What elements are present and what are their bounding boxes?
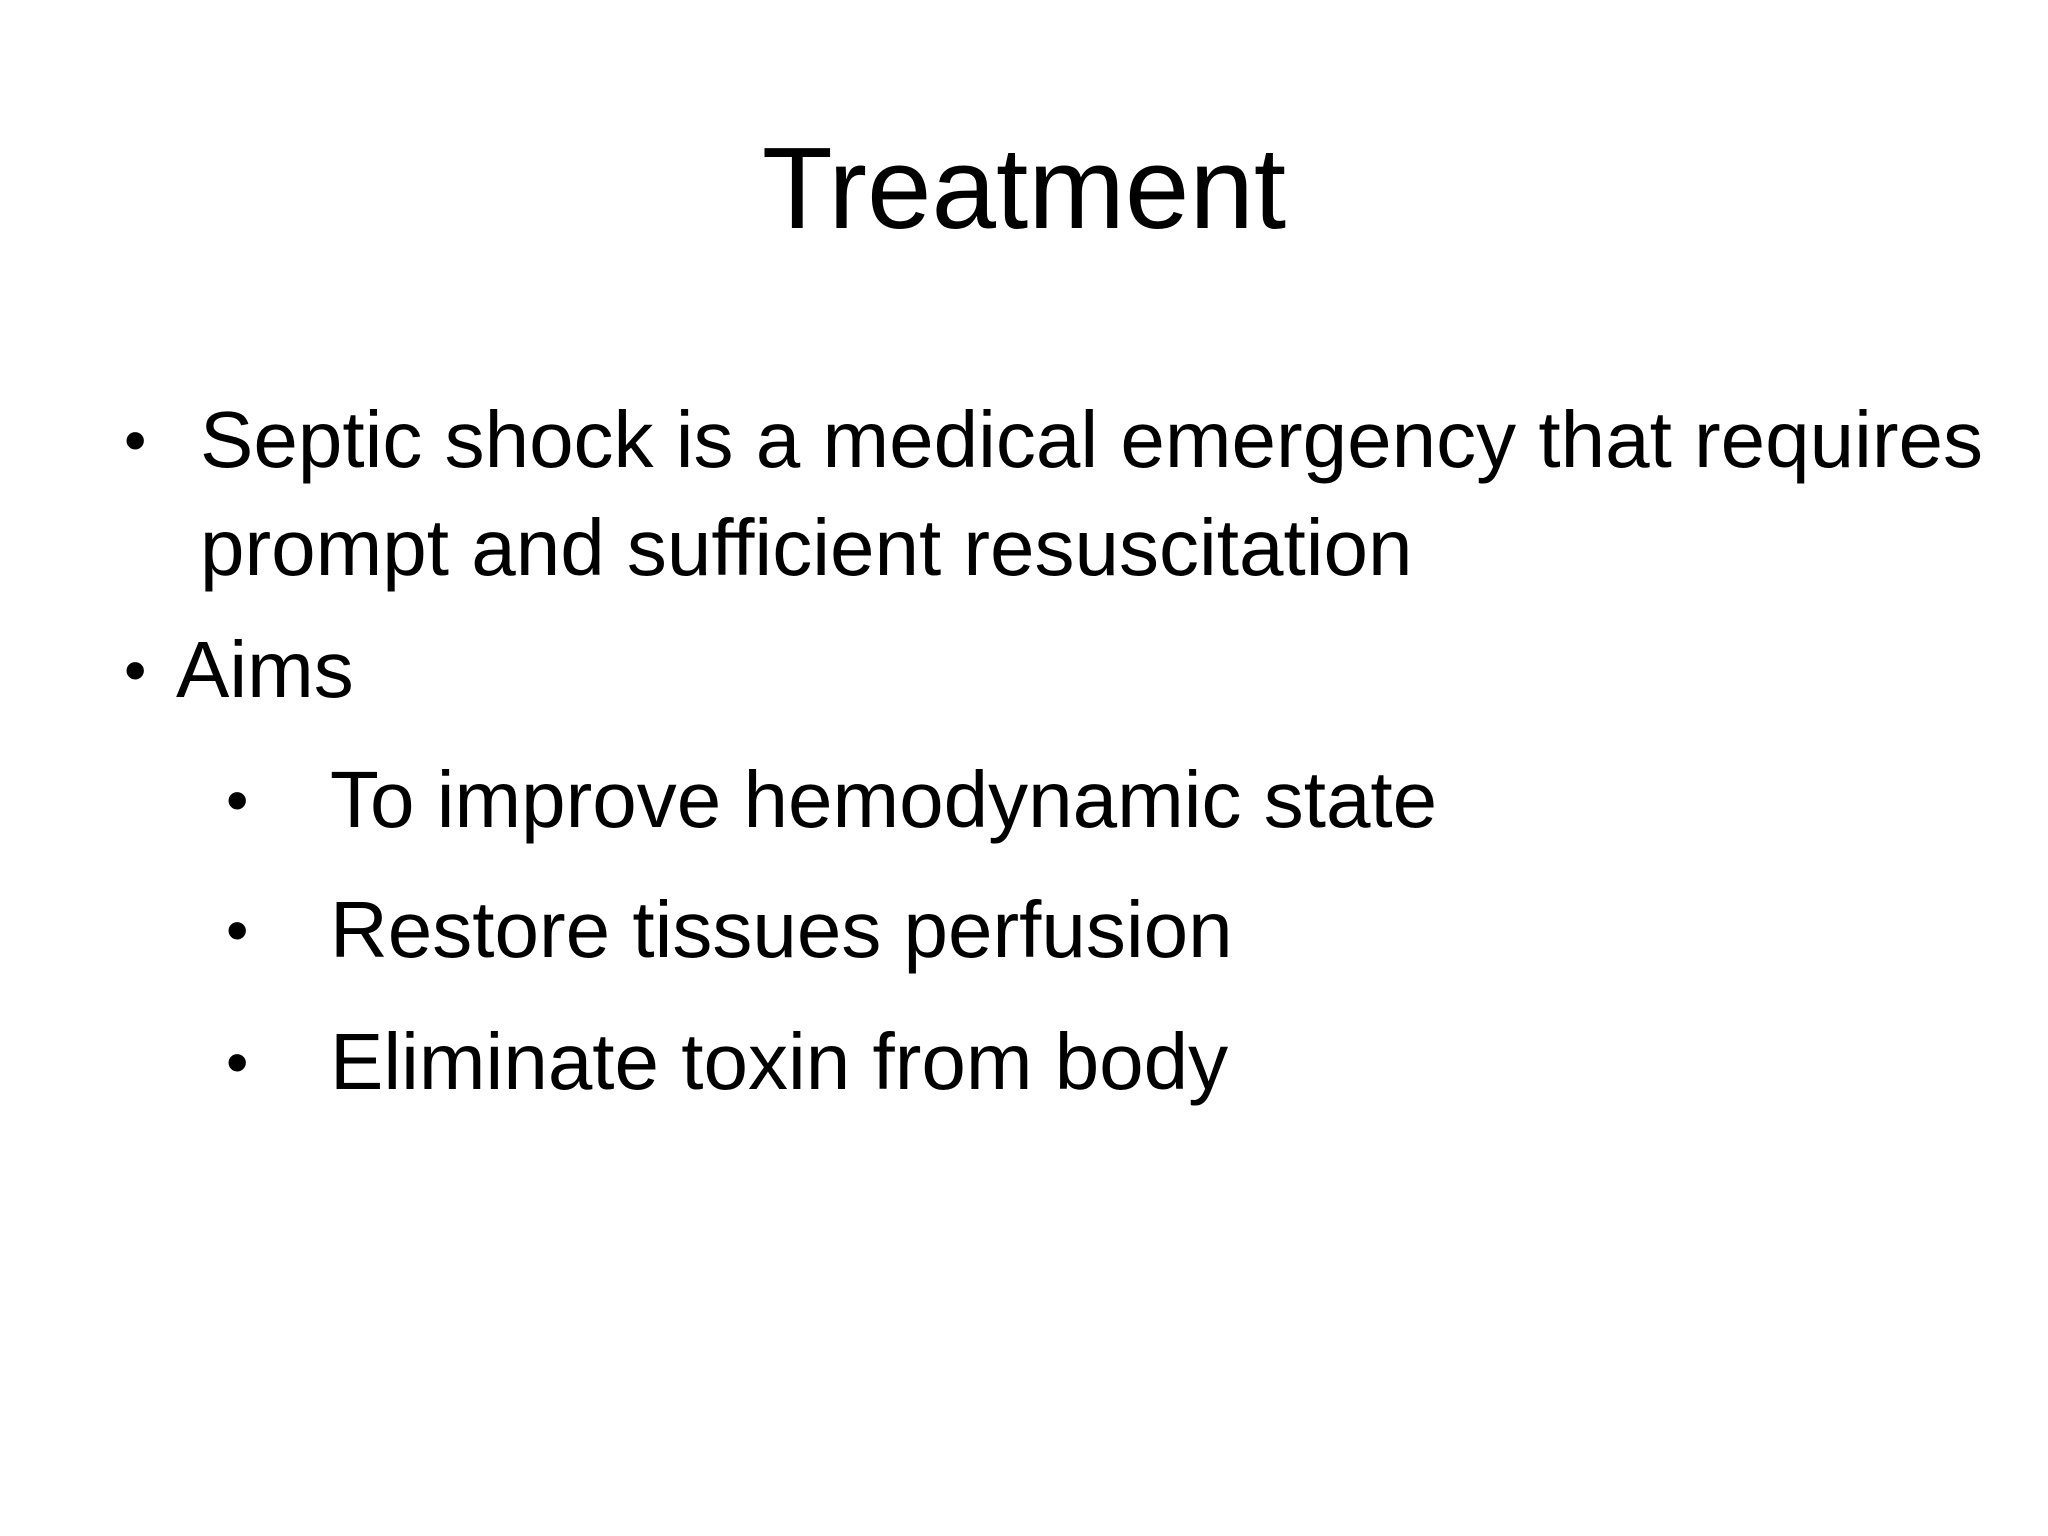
sub-bullet-icon: • xyxy=(226,894,249,966)
slide-title: Treatment xyxy=(761,123,1287,253)
sub-bullet-text: Restore tissues perfusion xyxy=(330,885,1233,974)
bullet-text-line: Septic shock is a medical emergency that requires xyxy=(200,395,1984,484)
sub-bullet-icon: • xyxy=(226,764,249,836)
sub-bullet-text: To improve hemodynamic state xyxy=(330,755,1438,844)
bullet-icon: • xyxy=(124,404,147,476)
bullet-icon: • xyxy=(124,634,147,706)
bullet-text-aims: Aims xyxy=(176,625,354,714)
bullet-text-line: prompt and sufficient resuscitation xyxy=(200,503,1413,592)
sub-bullet-text: Eliminate toxin from body xyxy=(330,1017,1229,1106)
sub-bullet-icon: • xyxy=(226,1026,249,1098)
